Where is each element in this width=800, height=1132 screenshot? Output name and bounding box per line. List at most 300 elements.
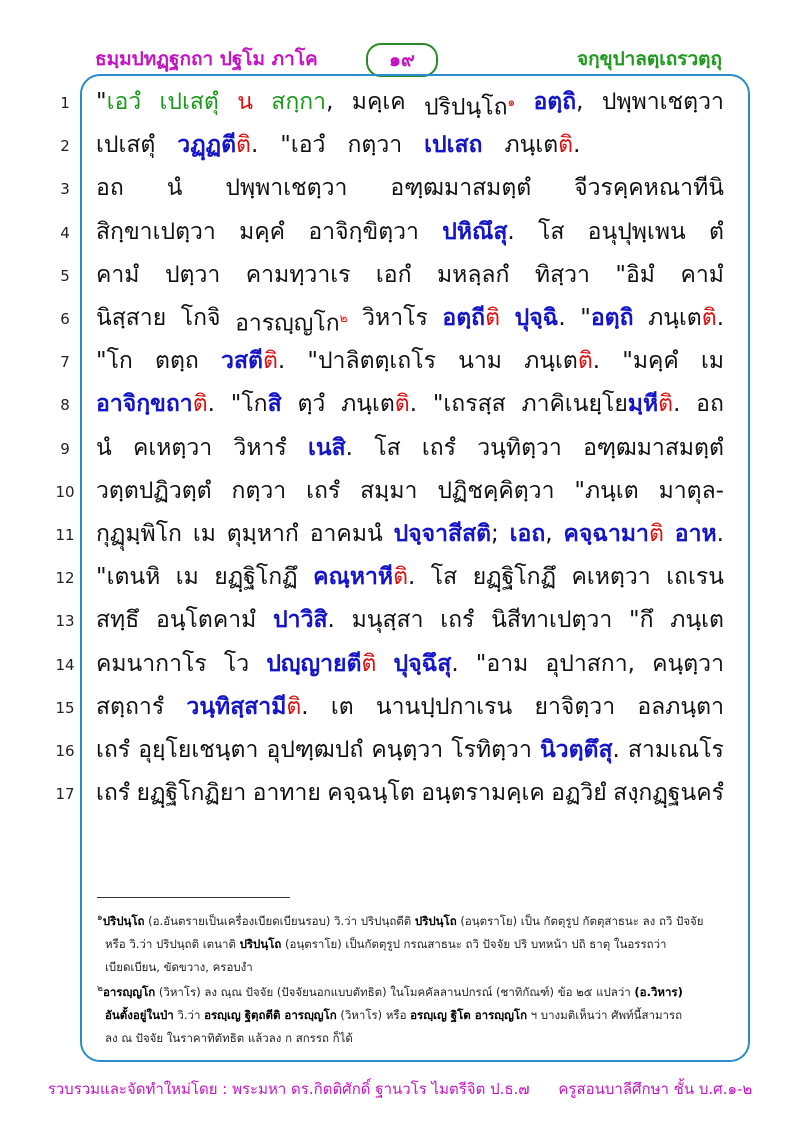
word [390,171,531,205]
text-span: "เตนหิ [96,564,161,591]
text-span: น [237,89,253,115]
word [96,517,182,551]
text-span: ภนฺเต [524,348,578,375]
word [451,733,532,767]
text-span: "ภนฺเต [574,477,639,504]
word [310,517,383,551]
footnote-text: อรญฺเญ ฐิโต อารญฺญโก [410,1007,528,1022]
word [352,85,406,125]
word [551,776,607,810]
word [442,215,514,249]
word [648,301,724,341]
word [602,85,724,125]
word [437,474,554,508]
text-span: นานปฺปกาเรน [375,693,513,720]
line-number: 17 [55,785,75,804]
line-number: 13 [55,612,75,631]
word [442,301,500,341]
text-span: อถ [96,175,124,202]
footnote-line [97,1027,727,1050]
word [266,647,376,681]
text-span: "กึ [629,607,654,634]
word [96,690,164,724]
text-span: , [545,521,553,547]
text-span: คณฺหาหี [313,564,394,591]
word [431,560,457,594]
text-span: เปเสตุํ [96,132,156,159]
word [96,733,130,767]
text-span: . [345,434,353,461]
word [394,517,499,551]
footnote-text: เบียดเบียน, ขัดขวาง, ครอบงำ [105,959,253,974]
text-span: ภนฺเต [341,391,395,418]
word [96,474,212,508]
word [137,776,247,810]
text-span: อาห [674,521,717,547]
line-number: 3 [60,180,70,199]
word [613,776,724,810]
text-span: อนุปุพฺเพน [587,218,686,245]
line-number: 15 [55,698,75,717]
text-span: อฑฺฒมาสมตฺตํ [583,434,724,461]
footnote-text: (อนฺตราโย) เป็น กัตตุรูป กัตตุสาธนะ ลง ถวิ ปัจจัย [456,913,704,928]
text-span: วนฺทิตฺวา [477,434,562,461]
text-span: ตุมฺหากํ [226,521,299,547]
text-span: ปาวิสิ [273,607,328,634]
word [422,431,456,465]
text-span: โรทิตฺวา [451,737,532,763]
word [227,517,299,551]
text-span: วนฺทิสฺสามี [186,693,287,720]
text-span: สิ [267,391,282,418]
text-line [96,431,724,465]
word [96,647,207,681]
header-title: ธมฺมปทฏฺฐกถา ปฐโม ภาโค [95,48,318,70]
text-span: ติ [485,305,501,331]
word [491,603,612,637]
text-span: ติ [192,391,208,418]
word [331,690,354,724]
footnote-text: ปริปนฺโถ [102,913,145,928]
text-span: ตตฺถ [155,348,199,375]
footnote-text: (วิหาโร) หรือ [336,1007,411,1022]
word [235,301,347,341]
text-span: "โก [230,391,268,418]
word [371,733,443,767]
footnote-text: ฯ บางมติเห็นว่า ศัพท์นี้สามารถ [527,1007,683,1022]
text-span: . [451,650,459,677]
word [424,128,482,162]
word [133,431,212,465]
text-span: โส [537,218,565,245]
text-span: นํ [166,175,183,202]
text-span: . [558,305,566,331]
text-span: วตฺตปฏิวตฺตํ [96,477,212,504]
text-span: "เถรสฺส [432,391,506,418]
word [96,128,155,162]
word [659,474,724,508]
word [96,776,130,810]
text-span: ติ [558,132,574,159]
text-line [96,344,724,378]
text-line [96,560,724,594]
word [376,258,412,292]
text-span: โส [430,564,458,591]
text-span: มฺหี [627,391,659,418]
text-line [96,85,724,125]
word [273,603,335,637]
word [156,603,256,637]
footnote-line [97,978,727,1004]
text-line [96,647,724,681]
word [271,85,333,125]
line-number: 14 [55,655,75,674]
word [670,603,724,637]
word [96,344,133,378]
text-line [96,517,724,551]
text-span: สงฺกฏฺฐนครํ [613,780,724,807]
word [421,776,545,810]
text-span: ติ [658,391,674,418]
text-span: " [580,305,591,331]
text-span: นาม [458,348,502,375]
text-span: คามํ [96,261,140,288]
text-span: เอถ [509,521,546,547]
footnote-text: (อ.อันตรายเป็นเครื่องเบียดเบียนรอบ) วิ.ว่า ปริปนฺถตีติ [144,913,415,928]
line-number: 6 [60,310,70,328]
text-span: สมฺมา [360,477,418,504]
text-span: วิหาโร [362,305,428,331]
word [96,85,141,125]
text-line [96,603,724,637]
word [701,344,724,378]
text-span: มนุสฺสา [351,607,424,634]
text-span: . [250,132,259,159]
text-span: สทฺธึ [96,607,140,634]
word [280,128,325,162]
text-span: ปุจฺฉึสุ [393,650,452,677]
line-number: 1 [60,94,70,112]
word [306,474,340,508]
text-line [96,258,724,292]
text-line [96,474,724,508]
word [394,647,459,681]
text-span: เนสิ [308,434,346,461]
word [535,258,590,292]
footnote-line [97,1004,727,1027]
text-span: "มคฺคํ [622,348,679,375]
word [637,690,724,724]
text-span: คจฺฉามา [563,521,649,547]
text-span: คามทฺวาเร [245,261,351,288]
text-span: อาทาย [252,780,321,807]
text-span: "เอวํ [280,132,326,159]
text-span: ตฺวํ [297,391,326,418]
text-span: ตํ [709,218,724,245]
footer-position: ครูสอนบาลีศึกษา ชั้น บ.ศ.๑-๒ [558,1080,753,1098]
word [233,431,286,465]
text-span: ยฏฺฐิโกฏิยา [136,780,247,807]
footnote-text: ลง ณ ปัจจัย ในราคาทิตัทธิต แล้วลง ก สกรรถ ก็ได้ [105,1030,353,1045]
text-span: คนฺตฺวา [371,737,444,763]
text-line [96,387,724,421]
text-span: ติ [262,348,278,375]
footnote-text: ปริปนฺโถ [414,913,457,928]
word [376,690,512,724]
word [572,560,651,594]
word [515,301,566,341]
text-line [96,733,724,767]
text-line [96,171,724,205]
word [533,85,583,125]
text-span: ; [491,521,499,547]
text-span: เถรํ [421,434,457,461]
word [477,431,562,465]
line-number: 16 [55,742,75,760]
word [193,517,216,551]
word [96,301,166,341]
text-span: ภนฺเต [504,132,559,159]
text-span: ปหิณึสุ [442,218,508,245]
footnote-text: อารญฺญโก [102,984,156,999]
word [224,647,249,681]
text-span: ปตฺวา [164,261,221,288]
text-span: อฏวิยํ [551,780,607,807]
word [253,776,321,810]
word [347,128,402,162]
word [588,215,686,249]
text-span: คามํ [680,261,724,288]
word [437,258,509,292]
text-span: อลภนฺตา [637,693,724,720]
text-line [96,128,724,162]
word [583,431,724,465]
text-span: คเหตฺวา [571,564,651,591]
line-number: 5 [60,266,70,285]
word [138,733,258,767]
text-span: อุปาสกา, [545,650,635,677]
word [538,215,564,249]
text-span: เถรํ [96,780,131,807]
text-span: เปเสตุํ [159,89,219,115]
word [176,560,199,594]
word [221,344,285,378]
line-number: 10 [55,482,75,501]
word [231,387,282,421]
text-span: ติ [286,693,302,720]
text-span: . [673,391,681,418]
word [307,344,436,378]
text-span: วิหารํ [233,434,287,461]
footnote-marker: ๒ [97,984,103,994]
text-span: " [96,89,107,115]
word [580,301,633,341]
text-span: คเหตฺวา [132,434,213,461]
word [473,560,556,594]
footnote-text: (อนฺตราโย) เป็นกัตตุรูป กรณสาธนะ ถวิ ปัจจัย ปริ บทหน้า ปถิ ธาตุ ในอรรถว่า [281,936,667,951]
line-number: 7 [60,353,70,372]
word [628,733,724,767]
footnote-marker: ๒ [339,311,348,325]
text-span: "โก [96,348,133,375]
footnote-text: ปริปนฺโถ [239,936,282,951]
text-span: มหลฺลกํ [437,261,510,288]
word [574,171,724,205]
footnote-rule [97,897,290,898]
footnote-text: (วิหาโร) ลง ณฺณ ปัจจัย (ปัจจัยนอกแบบตัทธิต) ในโมคคัลลานปกรณ์ (ชาทิกัณฑ์) ข้อ ๒๕ แปลว่า [155,984,635,999]
text-line [96,776,724,810]
text-span: . [301,693,309,720]
word [327,776,415,810]
text-span: สตฺถารํ [96,693,165,720]
text-span: เปเสถ [424,132,483,159]
text-span: . [716,305,724,331]
text-line [96,215,724,249]
word [155,344,199,378]
footnote-line [97,933,727,956]
word [545,647,635,681]
word [177,128,258,162]
text-span: อตฺถี [442,305,486,331]
word [510,517,553,551]
footnote-text: อันตั้งอยู่ในป่า [105,1007,174,1022]
footer [0,1077,800,1101]
word [574,474,638,508]
page-number-badge: ๑๙ [366,43,438,77]
word [160,85,219,125]
text-span: . [573,132,581,159]
text-span: โว [223,650,250,677]
footnote [97,978,727,1050]
text-span: ติ [648,521,664,547]
text-span: อุยฺโยเชนฺตา [138,737,259,763]
word [96,258,139,292]
text-span: นิสีทาเปตฺวา [491,607,613,634]
text-span: "อาม [475,650,529,677]
text-span: ติ [236,132,251,159]
text-span: เถรํ [306,477,341,504]
word [458,344,502,378]
word [308,431,353,465]
word [297,387,325,421]
word [232,474,287,508]
text-span: อตฺถิ [590,305,634,331]
word [96,431,112,465]
text-span: , [326,89,334,115]
text-span: คมนากาโร [96,650,207,677]
text-span: อนฺโตคามํ [156,607,257,634]
footnote-text: อรญฺเญ ฐิตฺถตีติ อารญฺญโก [204,1007,337,1022]
line-number: 11 [55,526,75,544]
word [534,690,615,724]
text-span: โกจิ [180,305,221,331]
text-span: ทิสฺวา [534,261,590,288]
text-span: อารญฺญโก [235,310,340,337]
text-span: ยาจิตฺวา [534,693,616,720]
word [696,387,724,421]
text-line [96,301,724,341]
word [313,560,415,594]
text-span: มคฺคํ [239,218,286,245]
footnote [97,907,727,979]
text-span: เถรํ [440,607,475,634]
text-span: กตฺวา [231,477,287,504]
text-span: ปพฺพาเชตฺวา [225,175,348,202]
text-span: ติ [393,564,408,591]
text-span: คนฺตฺวา [652,650,724,677]
word [504,128,580,162]
line-number: 12 [55,569,75,588]
text-span: อนฺตรามคฺเค [421,780,545,807]
footnote-marker: ๑ [507,95,516,109]
word [680,258,723,292]
word [96,387,215,421]
text-span: อถ [696,391,724,418]
word [225,171,347,205]
word [214,560,297,594]
text-span: . [408,564,416,591]
text-span: นิสฺสาย [96,305,167,331]
text-span: . [207,391,215,418]
word [341,387,417,421]
text-span: อาจิกฺขถา [96,391,193,418]
word [186,690,308,724]
word [666,560,724,594]
footnote-text: (อ.วิหาร) [634,984,683,999]
text-span: ปฏิชคฺคิตฺวา [437,477,555,504]
text-span: . [716,521,724,547]
line-number: 2 [60,137,70,156]
text-span: . [327,607,335,634]
text-span: อฑฺฒมาสมตฺตํ [390,175,532,202]
word [96,603,139,637]
text-span: สกฺกา [271,89,327,115]
text-span: เต [330,693,354,720]
text-span: กตฺวา [347,132,403,159]
text-span: ปญฺญายตี [266,650,362,677]
text-span: ยฏฺฐิโกฏึ [214,564,298,591]
text-span: . [409,391,418,418]
footnote-marker: ๑ [97,913,103,923]
text-span: เถรํ [96,737,131,763]
word [246,258,351,292]
word [675,517,724,551]
text-span: อาจิกฺขิตฺวา [308,218,419,245]
footnote-text: วิ.ว่า [173,1007,205,1022]
text-span: กุฏุมฺพิโก [96,521,182,547]
text-span: อุปฑฺฒปถํ [266,737,364,763]
text-span: ติ [577,348,593,375]
word [433,387,506,421]
text-span: ปจฺจาสีสติ [393,521,492,547]
word [181,301,221,341]
word [374,431,400,465]
text-span: . [612,737,620,763]
text-span: เม [192,521,216,547]
text-span: ภนฺเต [648,305,702,331]
word [563,517,663,551]
word [165,258,220,292]
text-span: "ปาลิตตฺเถโร [307,348,436,375]
word [167,171,183,205]
word [629,603,654,637]
text-span: อตฺถิ [533,89,577,115]
text-span: คจฺฉนฺโต [327,780,415,807]
footnote-line [97,956,727,979]
text-span: ติ [361,650,377,677]
text-span: ปพฺพาเชตฺวา [601,89,724,115]
word [652,647,724,681]
